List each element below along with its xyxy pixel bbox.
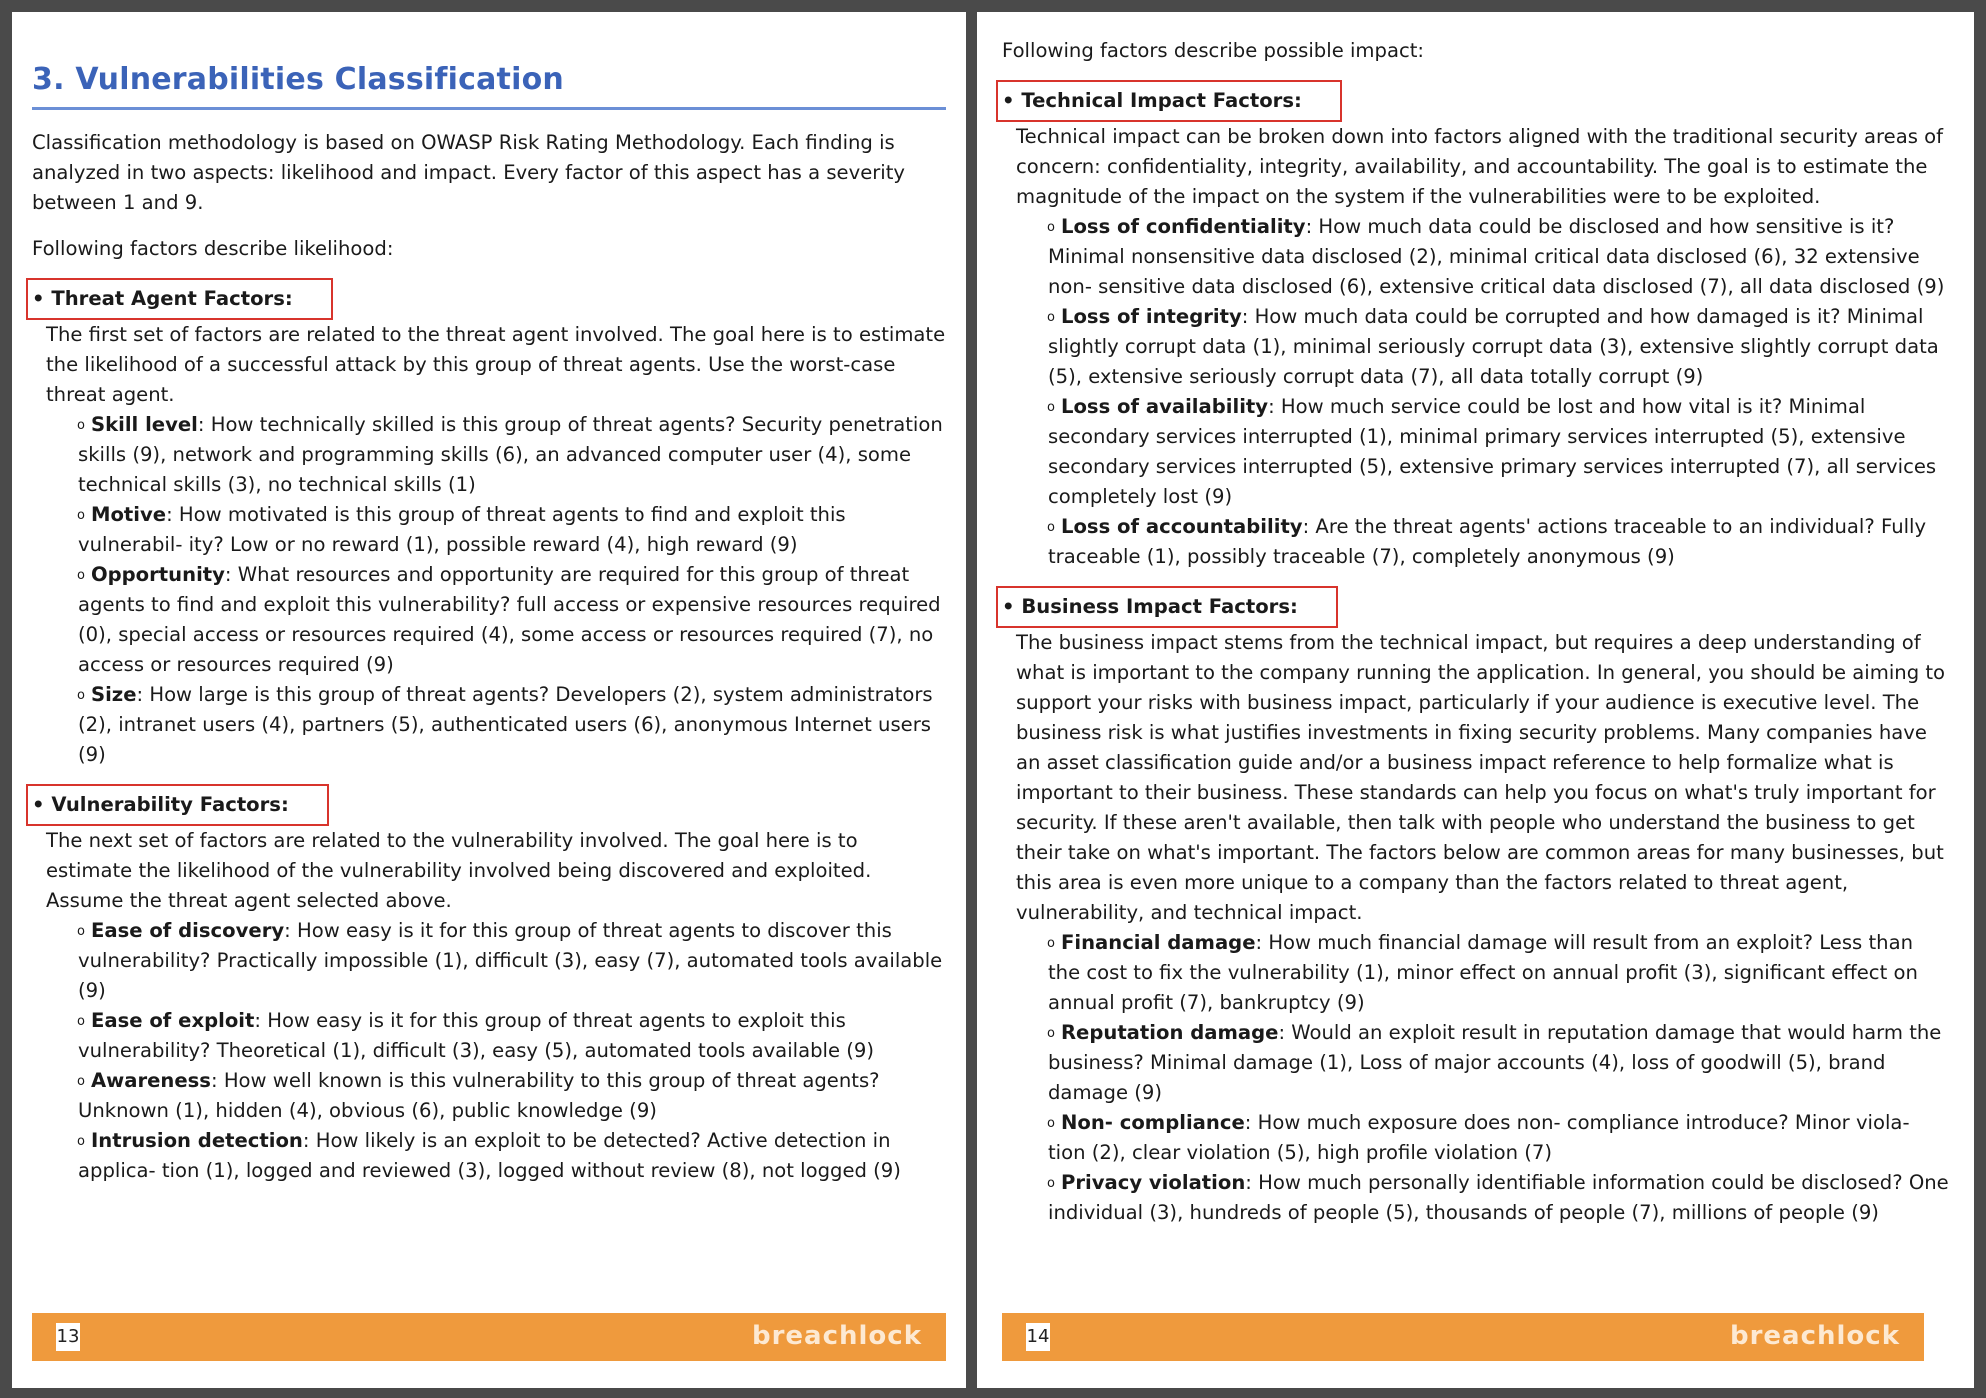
page-footer [1002,1313,1924,1361]
page-13 [12,12,966,1388]
page-footer [32,1313,946,1361]
factor-ease-of-exploit: $^o$ Ease of exploit: How easy is it for this group of threat agents to exploit this vulnerability? Theoretical (1), difficult (3), easy (5), automated tools available (9) [77,1009,875,1062]
business-impact-description: The business impact stems from the technical impact, but requires a deep understanding of what is important to the company running the application. In general, you should be aiming to support your risks with business impact, particularly if your audience is executive level. The business risk is what justifies investments in fixing security problems. Many companies have an asset classification guide and/or a business impact reference to help formalize what is important to their business. These standards can help you focus on what's truly important for security. If these aren't available, then talk with people who understand the business to get their take on what's important. The factors below are common areas for many businesses, but this area is even more unique to a company than the factors related to threat agent, vulnerability, and technical impact. [1016,631,1946,924]
factor-financial-damage: $^o$ Financial damage: How much financial damage will result from an exploit? Less than the cost to fix the vulnerability (1), minor effect on annual profit (3), significant effect on annual profit (7), bankruptcy (9) [1047,931,1918,1014]
technical-impact-description: Technical impact can be broken down into factors aligned with the traditional security areas of concern: confidentiality, integrity, availability, and accountability. The goal is to estimate the magnitude of the impact on the system if the vulnerabilities were to be exploited. [1016,125,1944,208]
threat-agent-description: The first set of factors are related to the threat agent involved. The goal here is to estimate the likelihood of a successful attack by this group of threat agents. Use the worst-case threat agent. [46,323,946,406]
threat-agent-factors-heading: • Threat Agent Factors: [26,278,333,320]
factor-opportunity: $^o$ Opportunity: What resources and opportunity are required for this group of threat agents to find and exploit this vulnerability? full access or expensive resources required (0), special access or resources required (4), some access or resources required (7), no access or resources required (9) [77,563,941,676]
impact-intro: Following factors describe possible impact: [1002,39,1425,62]
factor-skill-level: $^o$ Skill level: How technically skilled is this group of threat agents? Security penetration skills (9), network and programming skills (6), an advanced computer user (4), some technical skills (3), no technical skills (1) [77,413,943,496]
factor-loss-of-confidentiality: $^o$ Loss of confidentiality: How much data could be disclosed and how sensitive is it? Minimal nonsensitive data disclosed (2), minimal critical data disclosed (6), 32 extensive non- sensitive data disclosed (6), extensive critical data disclosed (7), all data disclosed (9) [1047,215,1945,298]
technical-impact-factors-heading: • Technical Impact Factors: [996,80,1342,122]
page-13-content [32,12,946,1186]
page-number: 13 [56,1323,80,1351]
vulnerability-factors-heading: • Vulnerability Factors: [26,784,329,826]
business-impact-factors-heading: • Business Impact Factors: [996,586,1338,628]
factor-size: $^o$ Size: How large is this group of threat agents? Developers (2), system administrators (2), intranet users (4), partners (5), authenticated users (6), anonymous Internet users (9) [77,683,933,766]
factor-ease-of-discovery: $^o$ Ease of discovery: How easy is it for this group of threat agents to discover this vulnerability? Practically impossible (1), difficult (3), easy (7), automated tools available (9) [77,919,943,1002]
page-14-content [1002,12,1949,1228]
factor-non-compliance: $^o$ Non- compliance: How much exposure does non- compliance introduce? Minor viola- tion (2), clear violation (5), high profile violation (7) [1047,1111,1910,1164]
brand-logo: breachlock [1729,1321,1900,1351]
brand-logo: breachlock [751,1321,922,1351]
factor-loss-of-integrity: $^o$ Loss of integrity: How much data could be corrupted and how damaged is it? Minimal slightly corrupt data (1), minimal seriously corrupt data (3), extensive slightly corrupt data (5), extensive seriously corrupt data (7), all data totally corrupt (9) [1047,305,1939,388]
factor-awareness: $^o$ Awareness: How well known is this vulnerability to this group of threat agents? Unknown (1), hidden (4), obvious (6), public knowledge (9) [77,1069,880,1122]
factor-reputation-damage: $^o$ Reputation damage: Would an exploit result in reputation damage that would harm the business? Minimal damage (1), Loss of major accounts (4), loss of goodwill (5), brand damage (9) [1047,1021,1942,1104]
intro-paragraph: Classification methodology is based on OWASP Risk Rating Methodology. Each finding is analyzed in two aspects: likelihood and impact. Every factor of this aspect has a severity between 1 and 9. [32,131,906,214]
section-heading: 3. Vulnerabilities Classification [32,62,946,110]
likelihood-intro: Following factors describe likelihood: [32,237,394,260]
factor-privacy-violation: $^o$ Privacy violation: How much personally identifiable information could be disclosed? One individual (3), hundreds of people (5), thousands of people (7), millions of people (9) [1047,1171,1949,1224]
factor-loss-of-availability: $^o$ Loss of availability: How much service could be lost and how vital is it? Minimal secondary services interrupted (1), minimal primary services interrupted (5), extensive secondary services interrupted (5), extensive primary services interrupted (7), all services completely lost (9) [1047,395,1937,508]
vulnerability-description: The next set of factors are related to the vulnerability involved. The goal here is to estimate the likelihood of the vulnerability involved being discovered and exploited. Assume the threat agent selected above. [46,829,872,912]
page-14 [977,12,1974,1388]
page-number: 14 [1026,1323,1050,1351]
factor-intrusion-detection: $^o$ Intrusion detection: How likely is an exploit to be detected? Active detection in applica- tion (1), logged and reviewed (3), logged without review (8), not logged (9) [77,1129,901,1182]
factor-loss-of-accountability: $^o$ Loss of accountability: Are the threat agents' actions traceable to an individual? Fully traceable (1), possibly traceable (7), completely anonymous (9) [1047,515,1927,568]
factor-motive: $^o$ Motive: How motivated is this group of threat agents to find and exploit this vulnerabil- ity? Low or no reward (1), possible reward (4), high reward (9) [77,503,846,556]
